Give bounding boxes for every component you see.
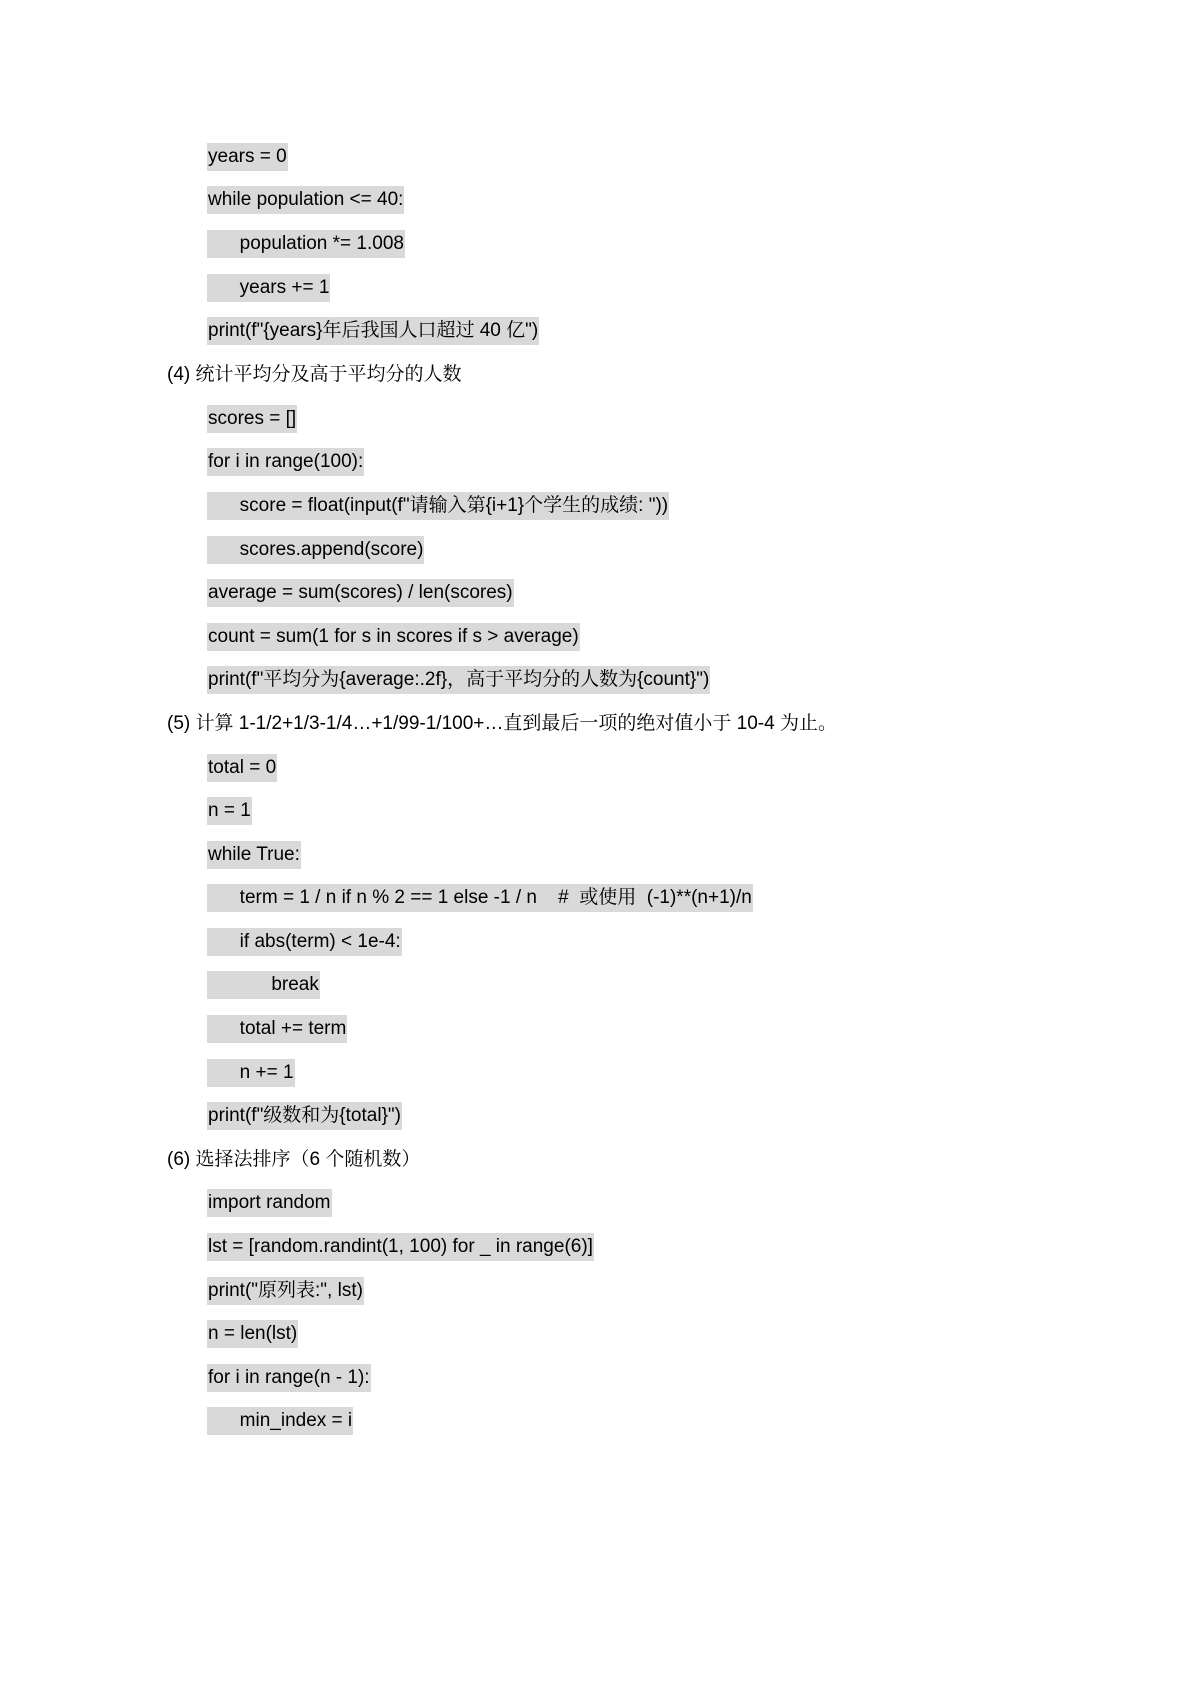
code-line: break [207,971,320,999]
section-heading: (4) 统计平均分及高于平均分的人数 [167,364,462,385]
code-line: if abs(term) < 1e-4: [207,928,402,956]
code-line: years = 0 [207,143,288,171]
code-line: scores = [] [207,405,297,433]
code-line: lst = [random.randint(1, 100) for _ in range(6)] [207,1233,594,1261]
code-line: import random [207,1189,332,1217]
code-line: total = 0 [207,754,277,782]
code-line: for i in range(100): [207,448,364,476]
code-line: score = float(input(f"请输入第{i+1}个学生的成绩: ")) [207,492,669,520]
code-line: n += 1 [207,1059,295,1087]
code-line: scores.append(score) [207,536,424,564]
code-line: print(f"{years}年后我国人口超过 40 亿") [207,317,539,345]
code-line: print(f"平均分为{average:.2f}，高于平均分的人数为{count}") [207,666,710,694]
code-line: total += term [207,1015,347,1043]
code-line: n = len(lst) [207,1320,298,1348]
code-line: term = 1 / n if n % 2 == 1 else -1 / n # 或使用 (-1)**(n+1)/n [207,884,753,912]
code-line: years += 1 [207,274,330,302]
code-line: print("原列表:", lst) [207,1277,364,1305]
code-line: n = 1 [207,797,252,825]
code-line: population *= 1.008 [207,230,405,258]
code-line: average = sum(scores) / len(scores) [207,579,514,607]
section-heading: (5) 计算 1-1/2+1/3-1/4…+1/99-1/100+…直到最后一项的绝对值小于 10-4 为止。 [167,713,837,734]
code-line: min_index = i [207,1407,353,1435]
code-line: while True: [207,841,301,869]
code-line: for i in range(n - 1): [207,1364,371,1392]
section-heading: (6) 选择法排序（6 个随机数） [167,1149,421,1170]
code-line: count = sum(1 for s in scores if s > average) [207,623,580,651]
code-line: print(f"级数和为{total}") [207,1102,402,1130]
code-line: while population <= 40: [207,186,404,214]
